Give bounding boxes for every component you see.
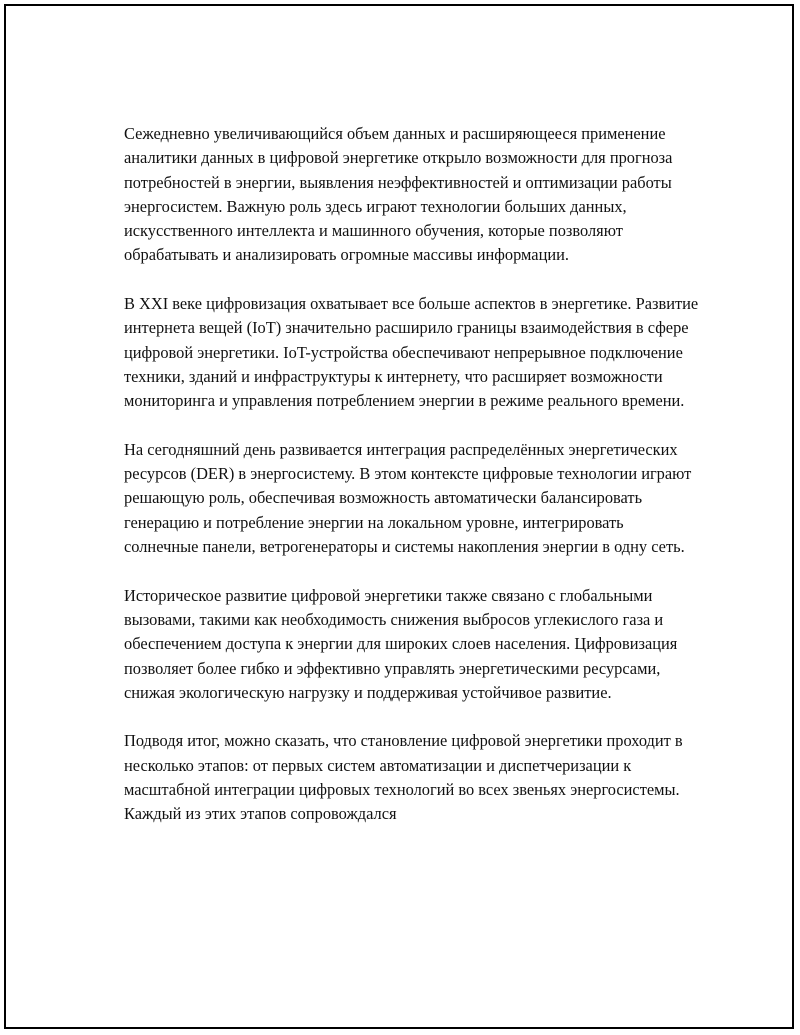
paragraph-der: На сегодняшний день развивается интеграция распределённых энергетических ресурсов (DER) в энергосистему. В этом контексте цифровые технологии играют решающую роль, обеспечивая возможность автоматически балансировать генерацию и потребление энергии на локальном уровне, интегрировать солнечные панели, ветрогенераторы и системы накопления энергии в одну сеть. [124,439,692,557]
paragraph-global-challenges: Историческое развитие цифровой энергетики также связано с глобальными вызовами, такими как необходимость снижения выбросов углекислого газа и обеспечением доступа к энергии для широких слоев населения. Цифровизация позволяет более гибко и эффективно управлять энергетическими ресурсами, снижая экологическую нагрузку и поддерживая устойчивое развитие. [124,585,678,702]
paragraph-big-data: Сежедневно увеличивающийся объем данных и расширяющееся применение аналитики данных в цифровой энергетике открыло возможности для прогноза потребностей в энергии, выявления неэффективностей и оптимизации работы энергосистем. Важную роль здесь играют технологии больших данных, искусственного интеллекта и машинного обучения, которые позволяют обрабатывать и анализировать огромные массивы информации. [124,124,673,265]
document-body [124,122,700,851]
paragraph-iot: В XXI веке цифровизация охватывает все больше аспектов в энергетике. Развитие интернета вещей (IoT) значительно расширило границы взаимодействия в сфере цифровой энергетики. IoT-устройства обеспечивают непрерывное подключение техники, зданий и инфраструктуры к интернету, что расширяет возможности мониторинга и управления потреблением энергии в режиме реального времени. [124,294,699,411]
page-frame [4,4,794,1029]
paragraph-summary: Подводя итог, можно сказать, что становление цифровой энергетики проходит в несколько этапов: от первых систем автоматизации и диспетчеризации к масштабной интеграции цифровых технологий во всех звеньях энергосистемы. Каждый из этих этапов сопровождался [124,731,683,824]
